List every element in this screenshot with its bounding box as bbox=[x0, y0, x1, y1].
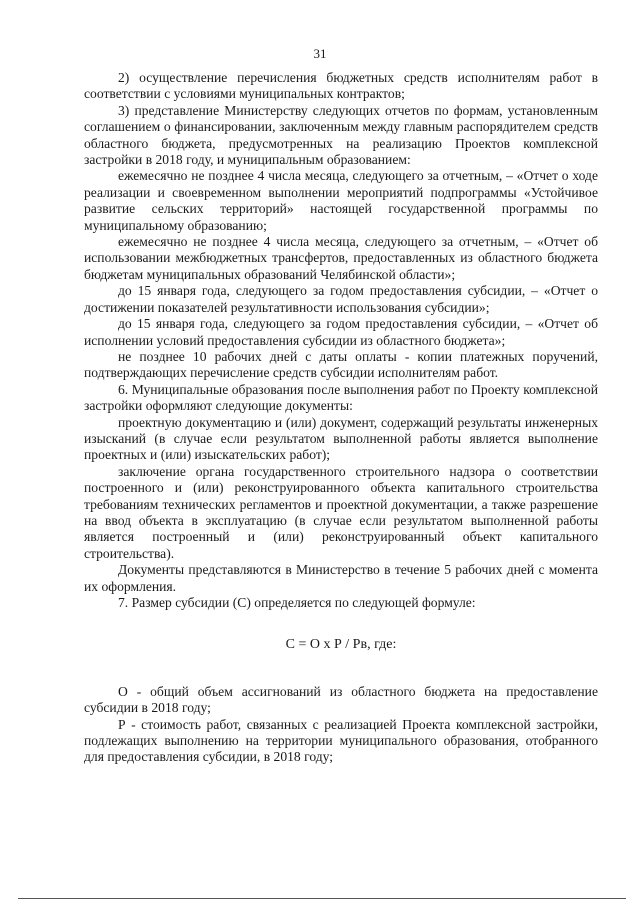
footer-divider bbox=[18, 898, 626, 899]
paragraph: не позднее 10 рабочих дней с даты оплаты - копии платежных поручений, подтверждающих перечисление средств субсидии исполнителям работ. bbox=[84, 348, 598, 381]
definition: О - общий объем ассигнований из областного бюджета на предоставление субсидии в 2018 году; bbox=[84, 683, 598, 716]
paragraph: до 15 января года, следующего за годом предоставления субсидии, – «Отчет о достижении показателей результативности использования субсидии»; bbox=[84, 283, 598, 315]
paragraph: проектную документацию и (или) документ, содержащий результаты инженерных изысканий (в случае если результатом выполненной работы является выполнение проектных и (или) изыскательских работ); bbox=[84, 414, 598, 463]
paragraph: 6. Муниципальные образования после выполнения работ по Проекту комплексной застройки оформляют следующие документы: bbox=[84, 381, 598, 414]
subsidy-formula: С = О х Р / Рв, где: bbox=[285, 637, 397, 653]
paragraph: ежемесячно не позднее 4 числа месяца, следующего за отчетным, – «Отчет об использовании межбюджетных трансфертов, предоставленных из областного бюджета бюджетам муниципальных образований Челябинской области»; bbox=[84, 234, 598, 282]
paragraph: ежемесячно не позднее 4 числа месяца, следующего за отчетным, – «Отчет о ходе реализации и своевременном выполнении мероприятий подпрограммы «Устойчивое развитие сельских территорий» настоящей государственной программы по муниципальному образованию; bbox=[84, 168, 598, 233]
page-number: 31 bbox=[313, 46, 327, 61]
paragraph: 7. Размер субсидии (С) определяется по следующей формуле: bbox=[118, 595, 476, 610]
paragraph: 3) представление Министерству следующих отчетов по формам, установленным соглашением о финансировании, заключенным между главным распорядителем средств областного бюджета, предусмотренных на реализацию Проектов комплексной застройки в 2018 году, и муниципальным образованием: bbox=[84, 102, 598, 168]
paragraph: заключение органа государственного строительного надзора о соответствии построенного и (или) реконструированного объекта капитального строительства требованиям технических регламентов и проектной документации, а также разрешение на ввод объекта в эксплуатацию (в случае если результатом выполненной работы является построенный и (или) реконструированный объект капитального строительства). bbox=[84, 463, 598, 561]
paragraph: 2) осуществление перечисления бюджетных средств исполнителям работ в соответствии с условиями муниципальных контрактов; bbox=[84, 70, 598, 102]
definition: Р - стоимость работ, связанных с реализацией Проекта комплексной застройки, подлежащих выполнению на территории муниципального образования, отобранного для предоставления субсидии, в 2018 году; bbox=[84, 716, 598, 765]
paragraph: Документы представляются в Министерство в течение 5 рабочих дней с момента их оформления. bbox=[84, 562, 598, 594]
document-body bbox=[84, 70, 598, 766]
paragraph: до 15 января года, следующего за годом предоставления субсидии, – «Отчет об исполнении условий предоставления субсидии из областного бюджета»; bbox=[84, 316, 598, 348]
